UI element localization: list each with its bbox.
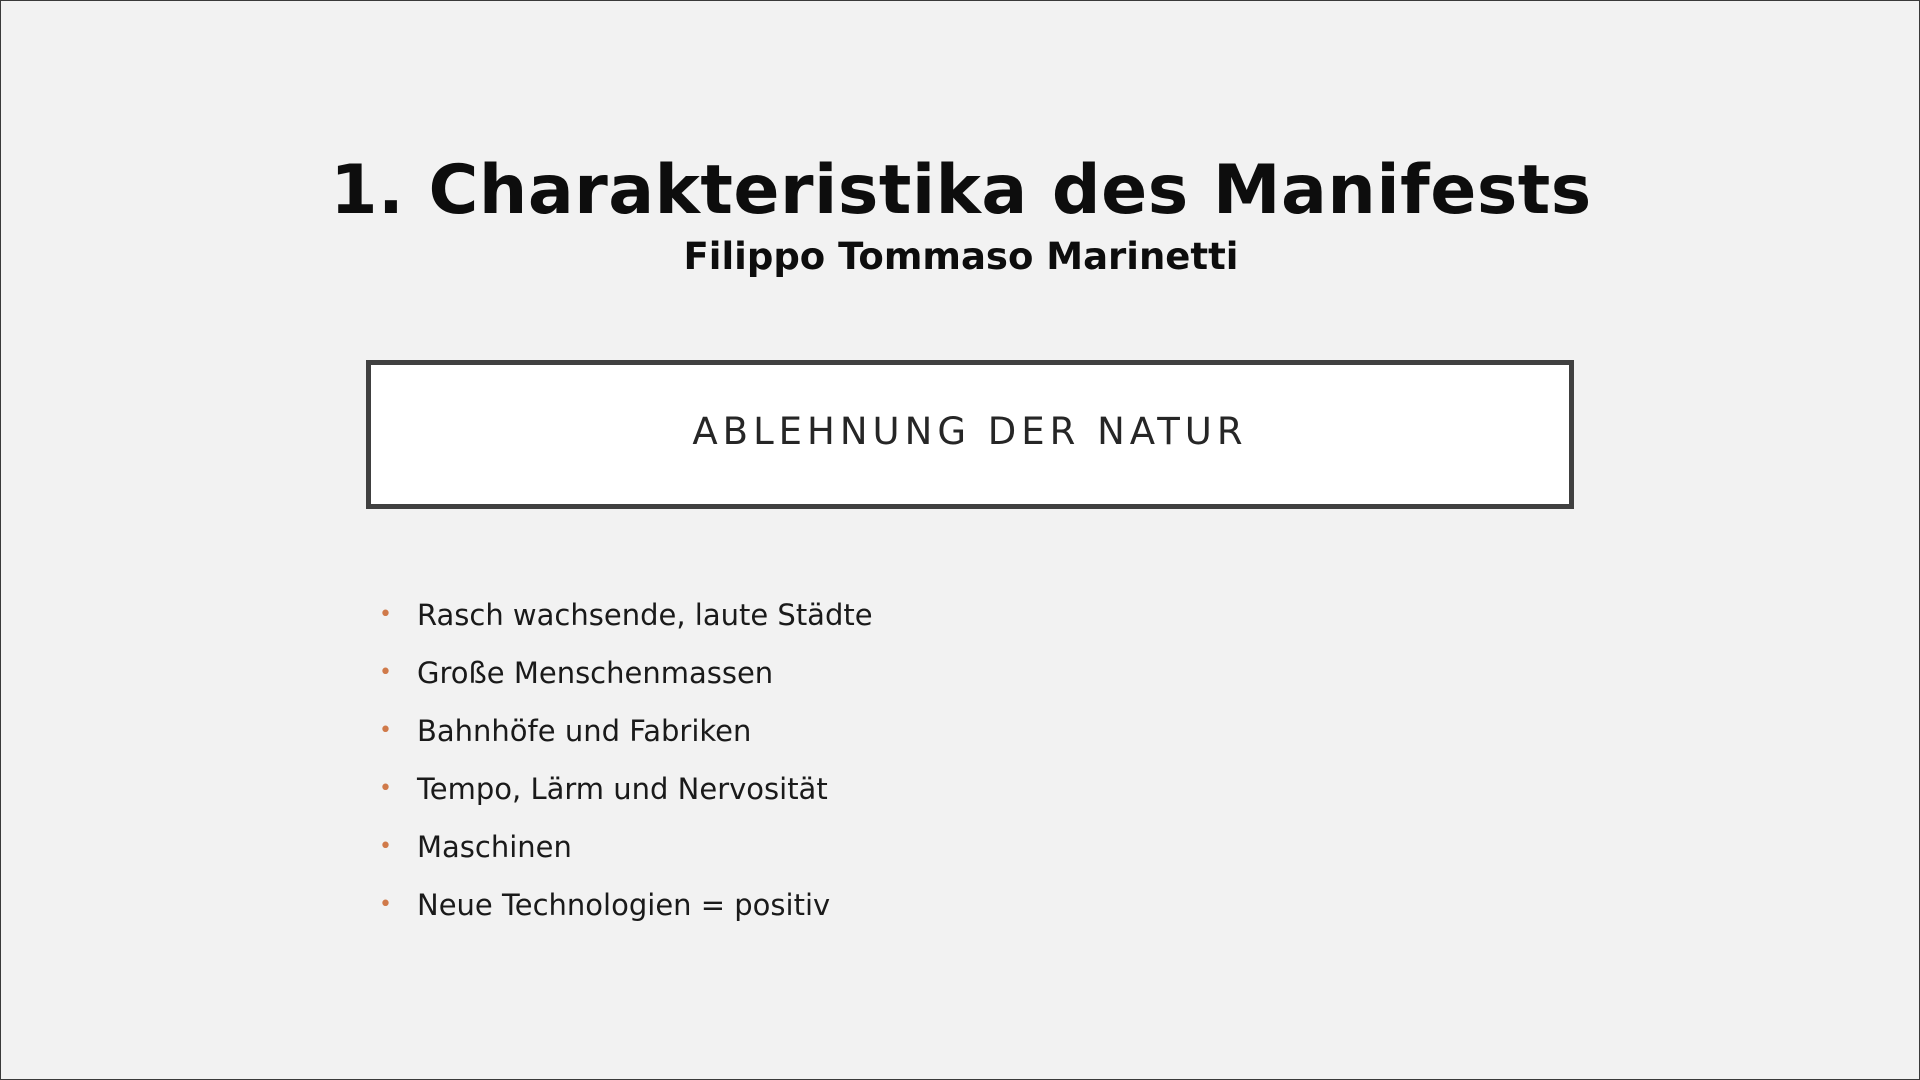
- list-item: [379, 760, 873, 818]
- section-heading: ABLEHNUNG DER NATUR: [692, 410, 1248, 453]
- list-item: [379, 818, 873, 876]
- bullet-icon: •: [379, 892, 392, 917]
- bullet-icon: •: [379, 776, 392, 801]
- bullet-icon: •: [379, 602, 392, 627]
- bullet-icon: •: [379, 834, 392, 859]
- list-item-text: Maschinen: [417, 830, 572, 864]
- list-item: [379, 586, 873, 644]
- list-item-text: Neue Technologien = positiv: [417, 888, 831, 922]
- slide-subtitle: Filippo Tommaso Marinetti: [683, 235, 1239, 278]
- list-item: [379, 876, 873, 934]
- list-item-text: Bahnhöfe und Fabriken: [417, 714, 752, 748]
- slide-title: 1. Charakteristika des Manifests: [330, 151, 1592, 230]
- list-item-text: Große Menschenmassen: [417, 656, 774, 690]
- section-heading-box: [366, 360, 1574, 509]
- list-item-text: Tempo, Lärm und Nervosität: [417, 772, 828, 806]
- bullet-list: [379, 586, 873, 934]
- bullet-icon: •: [379, 660, 392, 685]
- list-item: [379, 702, 873, 760]
- list-item-text: Rasch wachsende, laute Städte: [417, 598, 873, 632]
- bullet-icon: •: [379, 718, 392, 743]
- list-item: [379, 644, 873, 702]
